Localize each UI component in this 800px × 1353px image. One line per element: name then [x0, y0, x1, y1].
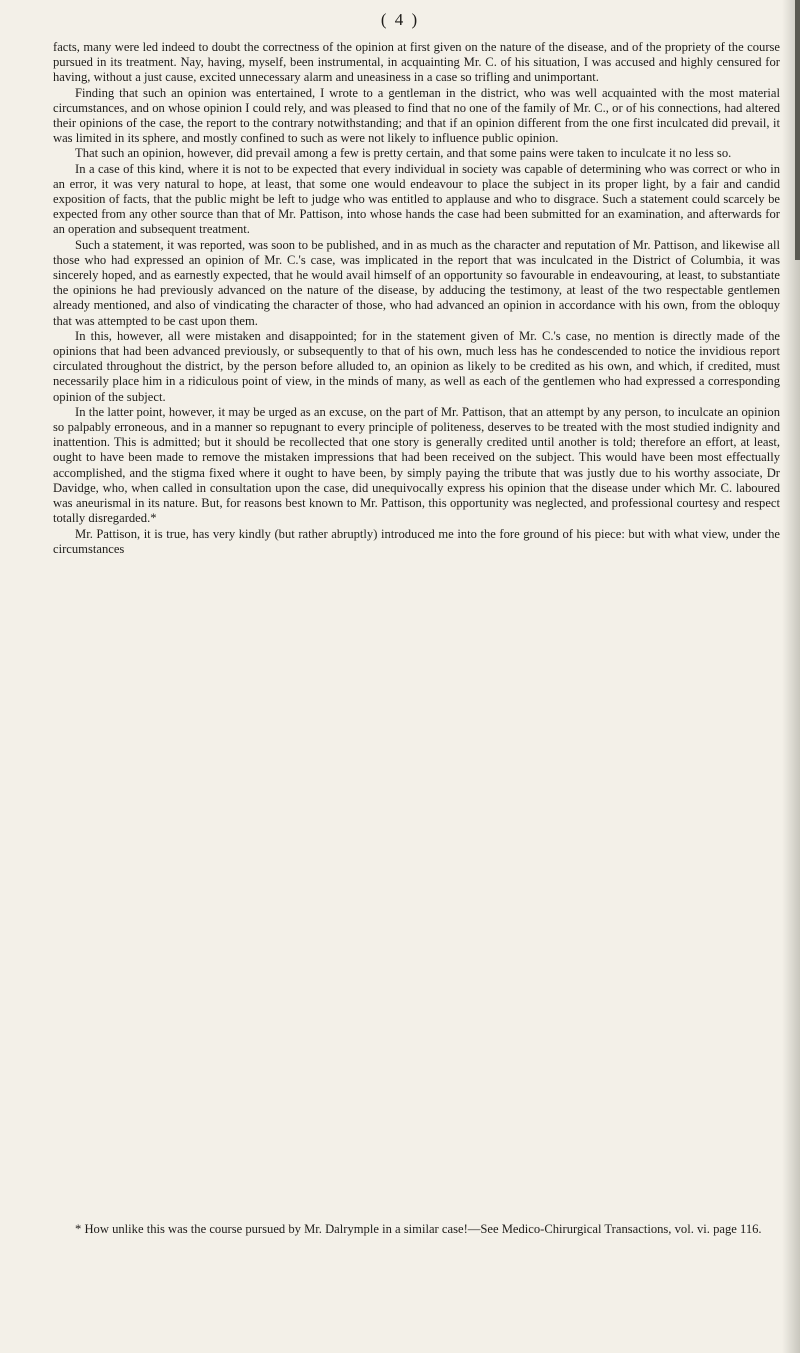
paragraph-2: Finding that such an opinion was entertained, I wrote to a gentleman in the district, who was well acquainted with the most material circumstances, and on whose opinion I could rely, and was pleased to find that no one of the family of Mr. C., or of his connections, had altered their opinions of the case, the report to the contrary notwithstanding; and that if an opinion different from the one first inculcated did prevail, it was limited in its sphere, and mostly confined to such as were not likely to influence public opinion.	[53, 85, 780, 146]
footnote: * How unlike this was the course pursued by Mr. Dalrymple in a similar case!—See Medico-Chirurgical Transactions, vol. vi. page 116.	[75, 1222, 762, 1236]
page-edge-mark	[795, 0, 800, 260]
page-number: ( 4 )	[380, 10, 420, 29]
paragraph-3: That such an opinion, however, did prevail among a few is pretty certain, and that some pains were taken to inculcate it no less so.	[75, 146, 732, 161]
body-text	[53, 40, 780, 557]
paragraph-5: Such a statement, it was reported, was soon to be published, and in as much as the character and reputation of Mr. Pattison, and likewise all those who had expressed an opinion of Mr. C.'s case, was implicated in the report that was inculcated in the District of Columbia, it was sincerely hoped, and as earnestly expected, that he would avail himself of an opportunity so favourable in endeavouring, at least, to substantiate the opinions he had previously advanced on the nature of the disease, by adducing the testimony, at least of the two respectable gentlemen already mentioned, and also of vindicating the character of those, who had advanced an opinion in accordance with his own, from the obloquy that was attempted to be cast upon them.	[53, 237, 780, 328]
paragraph-4: In a case of this kind, where it is not to be expected that every individual in society was capable of determining who was correct or who in an error, it was very natural to hope, at least, that some one would endeavour to place the subject in its proper light, by a fair and candid exposition of facts, that the public might be left to judge who was entitled to applause and who to disgrace. Such a statement could scarcely be expected from any other source than that of Mr. Pattison, into whose hands the case had been submitted for an examination, and afterwards for an operation and subsequent treatment.	[53, 161, 780, 237]
paragraph-1: facts, many were led indeed to doubt the correctness of the opinion at first given on the nature of the disease, and of the propriety of the course pursued in its treatment. Nay, having, myself, been instrumental, in acquainting Mr. C. of his situation, I was accused and highly censured for having, without a just cause, excited unnecessary alarm and uneasiness in a case so trifling and unimportant.	[53, 40, 780, 85]
paragraph-8: Mr. Pattison, it is true, has very kindly (but rather abruptly) introduced me into the fore ground of his piece: but with what view, under the circumstances	[53, 526, 780, 556]
paragraph-7: In the latter point, however, it may be urged as an excuse, on the part of Mr. Pattison, that an attempt by any person, to inculcate an opinion so palpably erroneous, and in a manner so repugnant to every principle of politeness, deserves to be treated with the most studied indignity and inattention. This is admitted; but it should be recollected that one story is generally credited until another is told; therefore an effort, at least, ought to have been made to remove the mistaken impressions that had been received on the subject. This would have been most effectually accomplished, and the stigma fixed where it ought to have been, by simply paying the tribute that was justly due to his worthy associate, Dr Davidge, who, when called in consultation upon the case, did unequivocally express his opinion that the disease under which Mr. C. laboured was aneurismal in its nature. But, for reasons best known to Mr. Pattison, this opportunity was neglected, and professional courtesy and respect totally disregarded.*	[53, 404, 780, 526]
paragraph-6: In this, however, all were mistaken and disappointed; for in the statement given of Mr. C.'s case, no mention is directly made of the opinions that had been advanced previously, or subsequently to that of his own, much less has he condescended to notice the invidious report circulated throughout the district, by the person before alluded to, an opinion as likely to be credited as his own, and which, if credited, must necessarily place him in a ridiculous point of view, in the minds of many, as well as each of the gentlemen who had expressed a corresponding opinion of the subject.	[53, 328, 780, 404]
